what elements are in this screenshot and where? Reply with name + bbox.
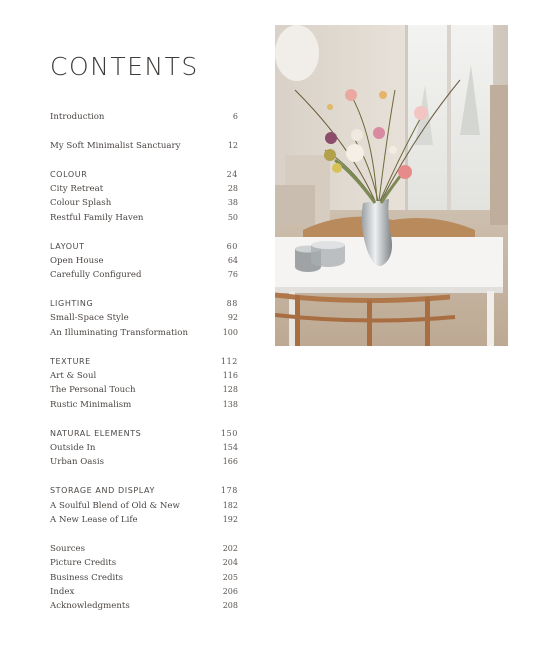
toc-spacer xyxy=(50,153,238,167)
toc-entry xyxy=(50,571,238,585)
toc-page-number: 50 xyxy=(227,212,238,222)
toc-entry-title: Picture Credits xyxy=(50,558,117,569)
toc-page-number: 128 xyxy=(222,385,238,395)
toc-section-heading xyxy=(50,168,238,182)
toc-page-number: 138 xyxy=(222,399,238,409)
toc-entry-title: Sources xyxy=(50,543,86,554)
toc-entry xyxy=(50,383,238,397)
toc-entry-title: A Soulful Blend of Old & New xyxy=(50,500,180,511)
toc-page-number: 150 xyxy=(220,428,238,438)
toc-entry-title: An Illuminating Transformation xyxy=(50,327,188,338)
toc-entry xyxy=(50,398,238,412)
toc-page-number: 182 xyxy=(222,500,238,510)
toc-entry-title: Colour Splash xyxy=(50,198,112,209)
toc-entry xyxy=(50,599,238,613)
toc-entry-title: Acknowledgments xyxy=(50,601,130,612)
toc-page-number: 166 xyxy=(222,457,238,467)
toc-entry-title: Open House xyxy=(50,255,104,266)
toc-page-number: 205 xyxy=(222,572,238,582)
toc-entry xyxy=(50,110,238,124)
toc-entry xyxy=(50,441,238,455)
toc-section-title: COLOUR xyxy=(50,169,88,179)
toc-entry xyxy=(50,182,238,196)
toc-entry-title: Business Credits xyxy=(50,572,124,583)
toc-entry xyxy=(50,542,238,556)
interior-photo-illustration xyxy=(275,25,508,346)
toc-entry xyxy=(50,254,238,268)
toc-section-heading xyxy=(50,355,238,369)
toc-page-number: 202 xyxy=(222,543,238,553)
toc-section-heading xyxy=(50,240,238,254)
toc-page-number: 60 xyxy=(226,241,238,251)
toc-section-title: STORAGE AND DISPLAY xyxy=(50,486,155,496)
toc-entry xyxy=(50,556,238,570)
toc-entry-title: The Personal Touch xyxy=(50,385,136,396)
toc-entry xyxy=(50,499,238,513)
toc-page-number: 24 xyxy=(226,169,238,179)
toc-entry-title: Urban Oasis xyxy=(50,457,104,468)
toc-section-heading xyxy=(50,297,238,311)
toc-section-title: NATURAL ELEMENTS xyxy=(50,428,142,438)
toc-entry xyxy=(50,513,238,527)
toc-entry-title: Restful Family Haven xyxy=(50,212,144,223)
toc-spacer xyxy=(50,124,238,138)
toc-entry xyxy=(50,268,238,282)
toc-page-number: 178 xyxy=(220,486,238,496)
toc-entry-title: A New Lease of Life xyxy=(50,514,138,525)
toc-page-number: 38 xyxy=(227,198,238,208)
toc-page-number: 192 xyxy=(222,514,238,524)
toc-entry xyxy=(50,369,238,383)
toc-page-number: 12 xyxy=(227,140,238,150)
table-of-contents xyxy=(50,110,238,614)
toc-entry-title: Rustic Minimalism xyxy=(50,399,132,410)
toc-entry xyxy=(50,139,238,153)
toc-entry-title: Index xyxy=(50,586,75,597)
toc-section-heading xyxy=(50,427,238,441)
toc-page-number: 92 xyxy=(227,313,238,323)
toc-page-number: 76 xyxy=(227,270,238,280)
toc-section-heading xyxy=(50,484,238,498)
toc-spacer xyxy=(50,340,238,354)
toc-page-number: 100 xyxy=(222,327,238,337)
toc-page-number: 64 xyxy=(227,255,238,265)
interior-photo xyxy=(275,25,508,346)
toc-entry xyxy=(50,326,238,340)
toc-spacer xyxy=(50,412,238,426)
toc-entry-title: Introduction xyxy=(50,112,105,122)
toc-spacer xyxy=(50,470,238,484)
toc-page-number: 154 xyxy=(222,442,238,452)
toc-section-title: LIGHTING xyxy=(50,299,94,309)
toc-page-number: 88 xyxy=(226,299,238,309)
toc-section-title: TEXTURE xyxy=(50,356,91,366)
toc-section-title: LAYOUT xyxy=(50,241,85,251)
toc-entry xyxy=(50,211,238,225)
toc-entry-title: My Soft Minimalist Sanctuary xyxy=(50,140,181,151)
toc-entry-title: Outside In xyxy=(50,442,96,453)
toc-entry-title: Carefully Configured xyxy=(50,270,142,281)
toc-entry xyxy=(50,585,238,599)
toc-entry-title: Small-Space Style xyxy=(50,313,129,324)
toc-page-number: 204 xyxy=(222,558,238,568)
toc-spacer xyxy=(50,527,238,541)
toc-page-number: 208 xyxy=(222,601,238,611)
toc-spacer xyxy=(50,283,238,297)
toc-page-number: 28 xyxy=(227,183,238,193)
toc-entry xyxy=(50,311,238,325)
toc-page-number: 6 xyxy=(232,112,238,121)
page-title: CONTENTS xyxy=(50,52,199,81)
toc-entry xyxy=(50,196,238,210)
toc-entry-title: City Retreat xyxy=(50,183,104,194)
toc-page-number: 116 xyxy=(222,371,238,381)
toc-spacer xyxy=(50,225,238,239)
toc-page-number: 206 xyxy=(222,586,238,596)
toc-entry-title: Art & Soul xyxy=(50,371,97,382)
toc-entry xyxy=(50,455,238,469)
toc-page-number: 112 xyxy=(220,356,238,366)
